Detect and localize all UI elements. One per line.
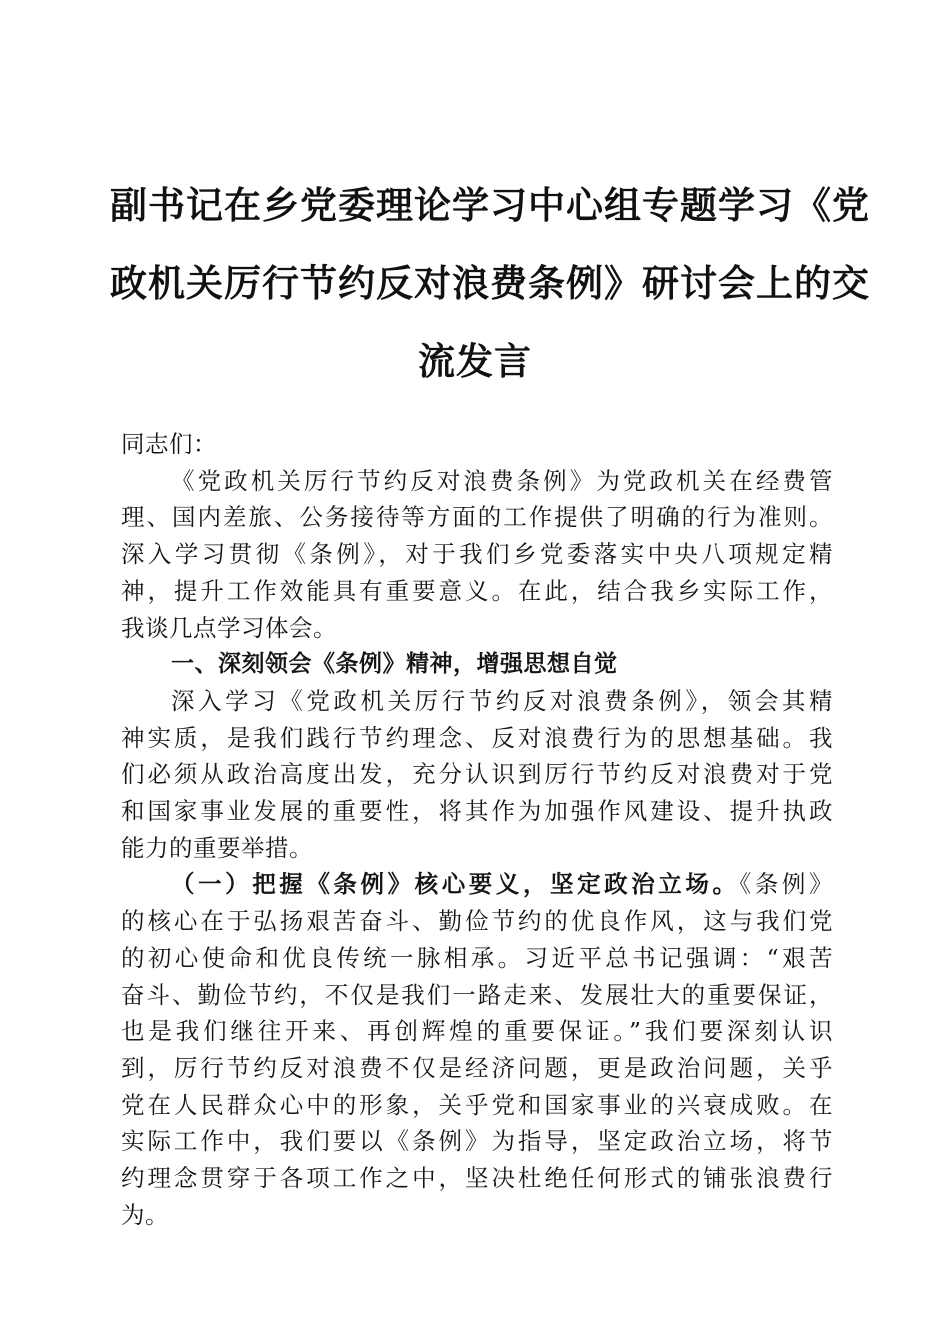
- subsection1-line-3: 奋斗、勤俭节约，不仅是我们一路走来、发展壮大的重要保证，: [121, 980, 833, 1009]
- section-heading-1: 一、深刻领会《条例》精神，增强思想自觉: [171, 651, 618, 678]
- document-title: [110, 166, 870, 400]
- document-body: [121, 426, 833, 1233]
- subsection1-line-7: 实际工作中，我们要以《条例》为指导，坚定政治立场，将节: [121, 1127, 833, 1156]
- intro-line-1: 《党政机关厉行节约反对浪费条例》为党政机关在经费管: [171, 466, 833, 495]
- title-line-1: 副书记在乡党委理论学习中心组专题学习《党: [110, 183, 870, 227]
- subsection1-line-1: 的核心在于弘扬艰苦奋斗、勤俭节约的优良作风，这与我们党: [121, 907, 833, 936]
- section1-line-5: 能力的重要举措。: [121, 833, 313, 862]
- section1-line-1: 深入学习《党政机关厉行节约反对浪费条例》，领会其精: [171, 686, 833, 715]
- intro-line-3: 深入学习贯彻《条例》，对于我们乡党委落实中央八项规定精: [121, 540, 833, 569]
- subsection1-line-8: 约理念贯穿于各项工作之中，坚决杜绝任何形式的铺张浪费行: [121, 1164, 833, 1193]
- subsection1-line-4: 也是我们继往开来、再创辉煌的重要保证。”我们要深刻认识: [121, 1017, 833, 1046]
- intro-line-4: 神，提升工作效能具有重要意义。在此，结合我乡实际工作，: [121, 576, 833, 605]
- intro-line-2: 理、国内差旅、公务接待等方面的工作提供了明确的行为准则。: [121, 503, 833, 532]
- subsection1-first-line: [121, 866, 833, 903]
- subsection1-line-2: 的初心使命和优良传统一脉相承。习近平总书记强调：“艰苦: [121, 943, 833, 972]
- salutation: 同志们：: [121, 430, 217, 458]
- subsection1-first-line-tail: 《条例》: [739, 870, 834, 899]
- section1-line-3: 们必须从政治高度出发，充分认识到厉行节约反对浪费对于党: [121, 760, 833, 789]
- subsection1-line-5: 到，厉行节约反对浪费不仅是经济问题，更是政治问题，关乎: [121, 1053, 833, 1082]
- subsection1-line-9: 为。: [121, 1200, 169, 1229]
- section1-line-4: 和国家事业发展的重要性，将其作为加强作风建设、提升执政: [121, 797, 833, 826]
- title-line-3: 流发言: [418, 339, 532, 383]
- title-line-2: 政机关厉行节约反对浪费条例》研讨会上的交: [110, 261, 870, 305]
- subsection-heading-1: （一）把握《条例》核心要义，坚定政治立场。: [171, 870, 740, 899]
- section1-line-2: 神实质，是我们践行节约理念、反对浪费行为的思想基础。我: [121, 723, 833, 752]
- subsection1-line-6: 党在人民群众心中的形象，关乎党和国家事业的兴衰成败。在: [121, 1090, 833, 1119]
- intro-line-5: 我谈几点学习体会。: [121, 613, 337, 642]
